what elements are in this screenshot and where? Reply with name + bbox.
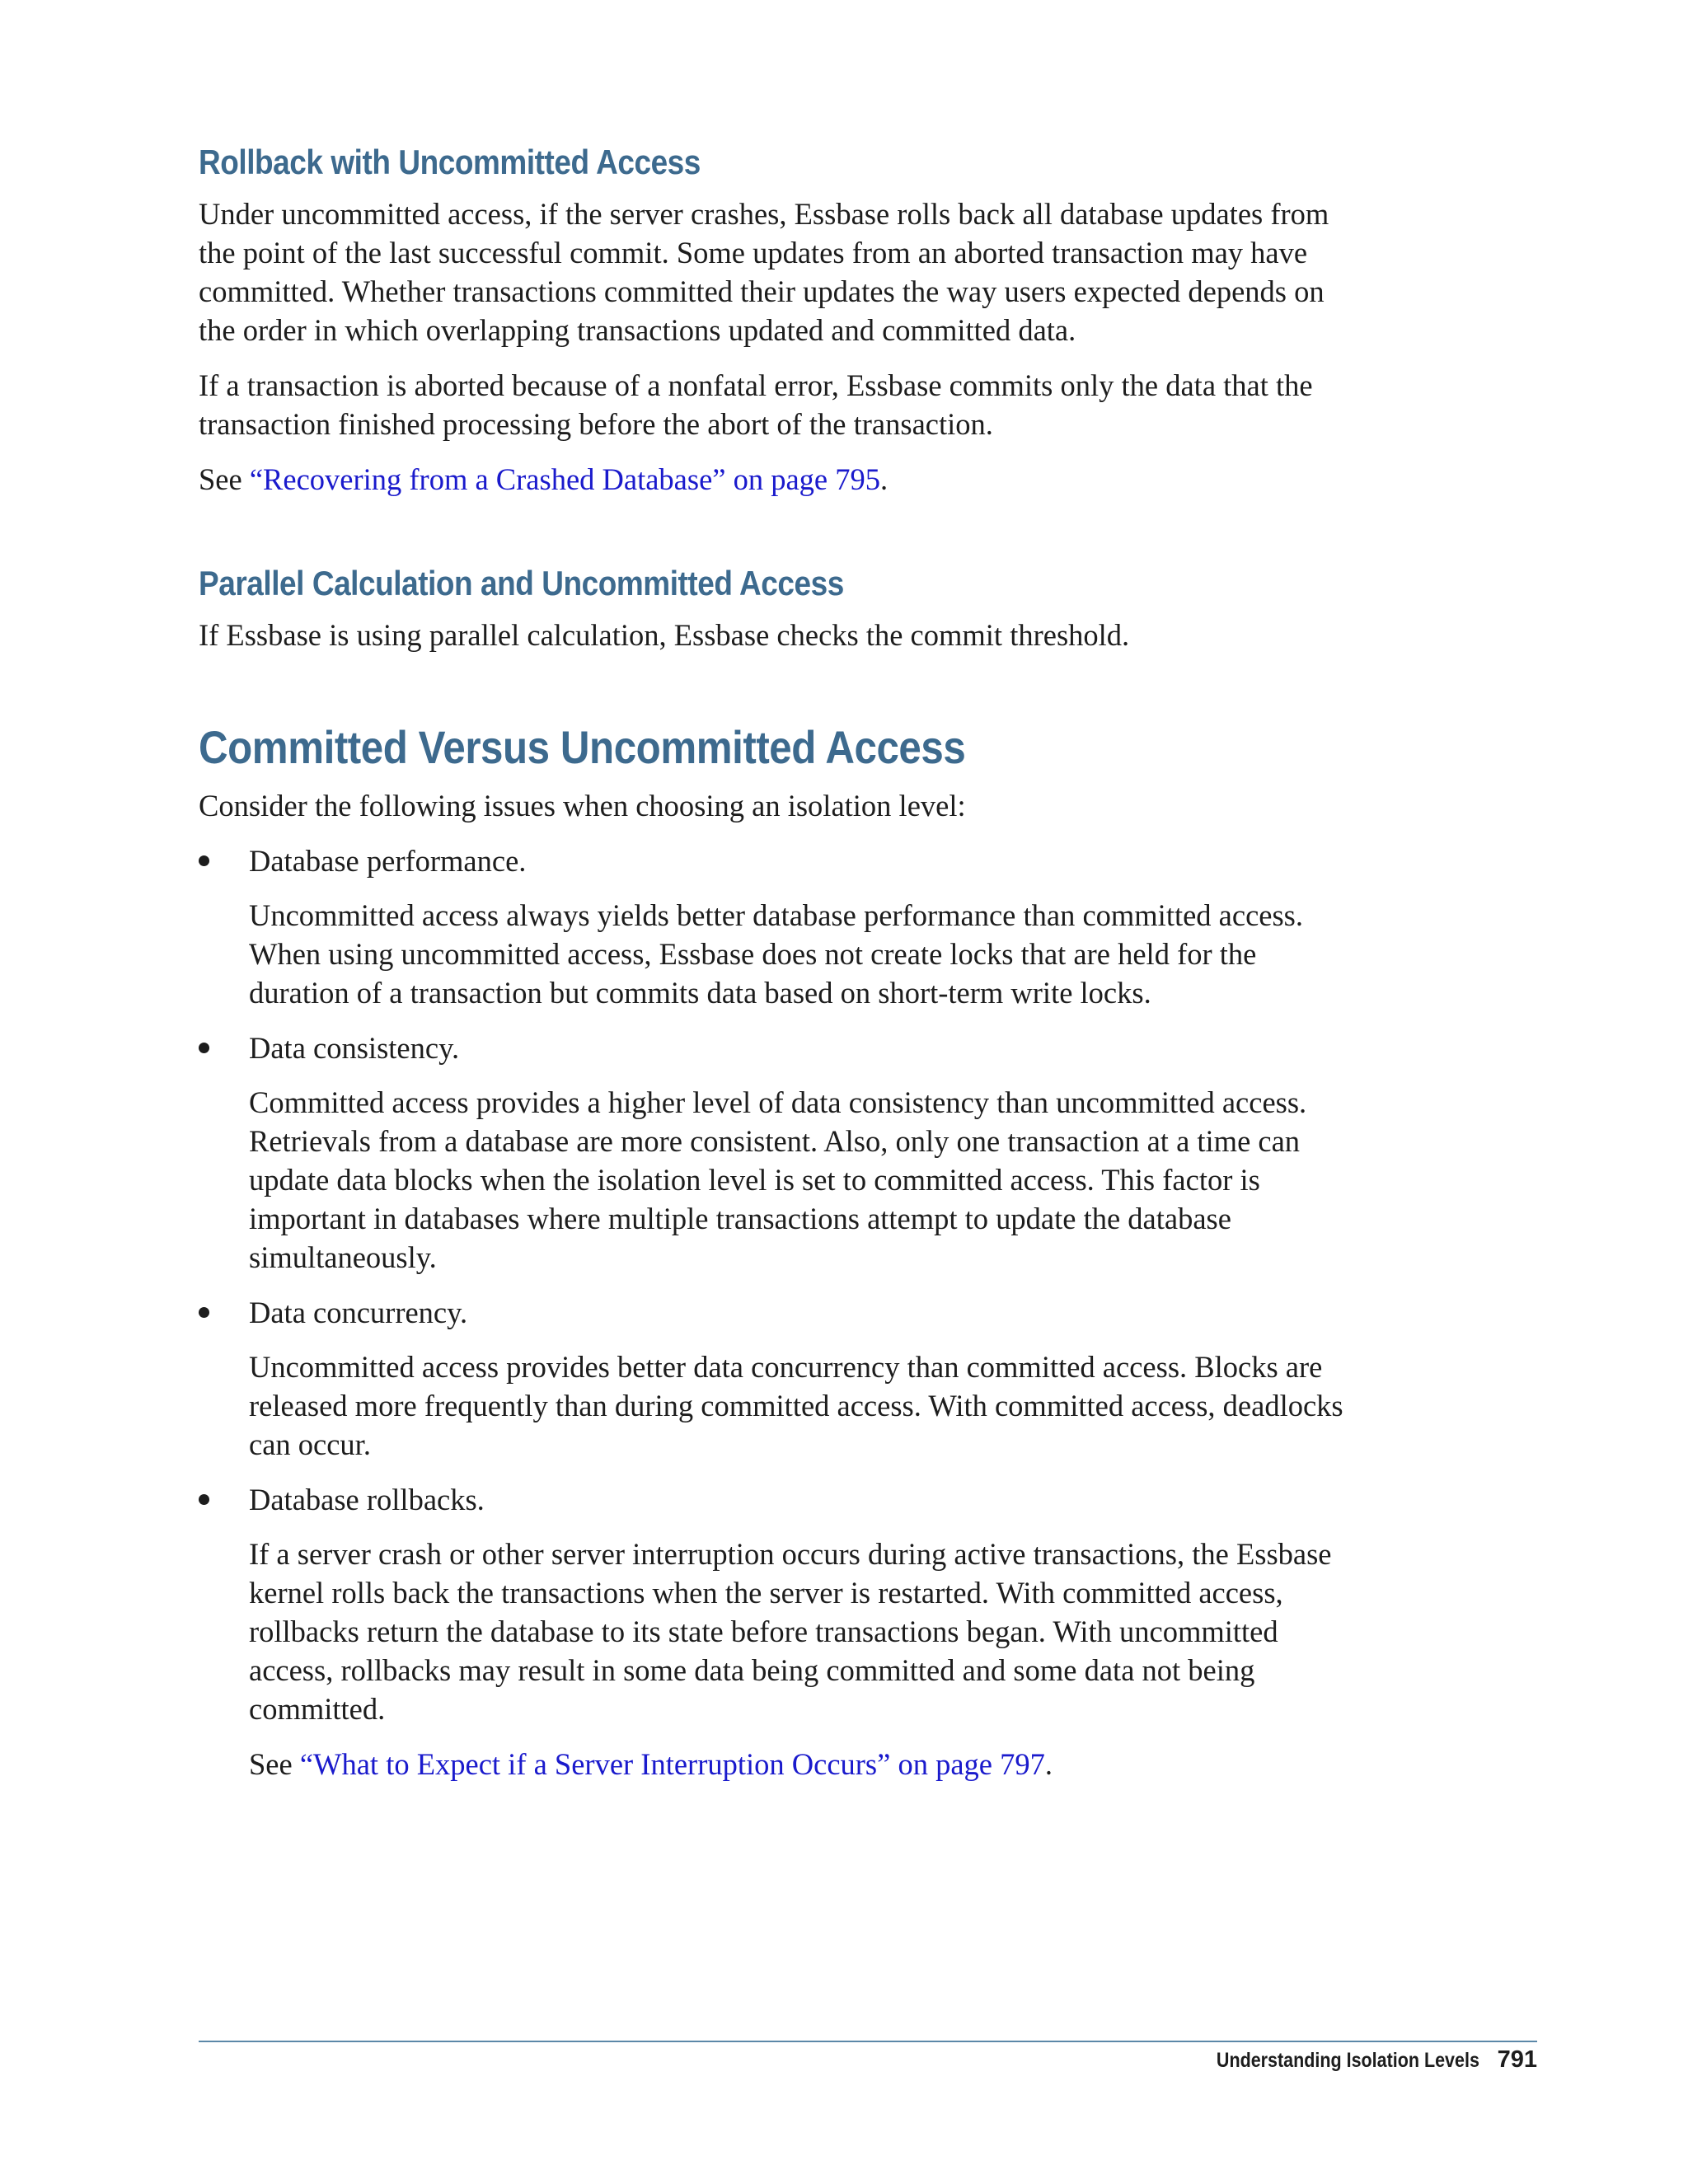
bullet-icon bbox=[199, 1043, 209, 1053]
issues-list bbox=[199, 841, 1353, 1783]
bullet-icon bbox=[199, 1494, 209, 1505]
spacer bbox=[199, 671, 1353, 720]
main-heading: Committed Versus Uncommitted Access bbox=[199, 721, 966, 773]
cross-reference-link[interactable]: “Recovering from a Crashed Database” on page 795 bbox=[249, 462, 881, 496]
see-suffix: . bbox=[1044, 1747, 1053, 1781]
section-heading: Parallel Calculation and Uncommitted Access bbox=[199, 564, 844, 602]
see-suffix: . bbox=[880, 462, 889, 496]
list-item-body: Uncommitted access provides better data concurrency than committed access. Blocks are released more frequently than during committed access. With committed access, deadlocks can occur. bbox=[249, 1350, 1343, 1461]
bullet-icon bbox=[199, 855, 209, 866]
list-item-title: Data consistency. bbox=[249, 1031, 460, 1065]
list-item-title: Database performance. bbox=[249, 844, 527, 878]
see-prefix: See bbox=[199, 462, 250, 496]
bullet-icon bbox=[199, 1307, 209, 1318]
section-rollback bbox=[199, 142, 1353, 499]
page-footer bbox=[1174, 2046, 1537, 2074]
cross-reference-link[interactable]: “What to Expect if a Server Interruption Occurs” on page 797 bbox=[299, 1747, 1045, 1781]
list-item bbox=[199, 1480, 1353, 1783]
list-item-title: Data concurrency. bbox=[249, 1296, 468, 1329]
see-reference bbox=[199, 460, 1353, 499]
section-heading: Rollback with Uncommitted Access bbox=[199, 143, 701, 181]
footer-rule bbox=[199, 2041, 1537, 2042]
footer-chapter-title: Understanding Isolation Levels bbox=[1216, 2049, 1479, 2072]
section-parallel bbox=[199, 563, 1353, 654]
list-item bbox=[199, 1029, 1353, 1277]
list-item bbox=[199, 841, 1353, 1012]
list-item-body: Committed access provides a higher level of data consistency than uncommitted access. Retrievals from a database are more consistent. Also, only one transaction at a time can update data blocks when the isolation level is set to committed access. This factor is important in databases where multiple transactions attempt to update the database simultaneously. bbox=[249, 1085, 1307, 1274]
list-item-body: If a server crash or other server interruption occurs during active transactions, the Essbase kernel rolls back the transactions when the server is restarted. With committed access, rollbacks return the database to its state before transactions began. With uncommitted access, rollbacks may result in some data being committed and some data not being committed. bbox=[249, 1537, 1332, 1726]
list-item bbox=[199, 1293, 1353, 1464]
section-committed-vs-uncommitted bbox=[199, 720, 1353, 1783]
see-prefix: See bbox=[249, 1747, 300, 1781]
paragraph: If Essbase is using parallel calculation, Essbase checks the commit threshold. bbox=[199, 618, 1130, 652]
paragraph: If a transaction is aborted because of a nonfatal error, Essbase commits only the data that the transaction finished processing before the abort of the transaction. bbox=[199, 368, 1313, 441]
page-number: 791 bbox=[1497, 2046, 1537, 2073]
intro-paragraph: Consider the following issues when choosing an isolation level: bbox=[199, 789, 966, 823]
list-item-body: Uncommitted access always yields better database performance than committed access. When using uncommitted access, Essbase does not create locks that are held for the duration of a transaction but commits data based on short-term write locks. bbox=[249, 898, 1304, 1010]
paragraph: Under uncommitted access, if the server crashes, Essbase rolls back all database updates from the point of the last successful commit. Some updates from an aborted transaction may have committed. Whether transactions committed their updates the way users expected depends on the order in which overlapping transactions updated and committed data. bbox=[199, 197, 1329, 347]
page-content bbox=[199, 142, 1353, 1800]
see-reference bbox=[249, 1745, 1353, 1783]
spacer bbox=[199, 515, 1353, 563]
list-item-title: Database rollbacks. bbox=[249, 1483, 485, 1516]
